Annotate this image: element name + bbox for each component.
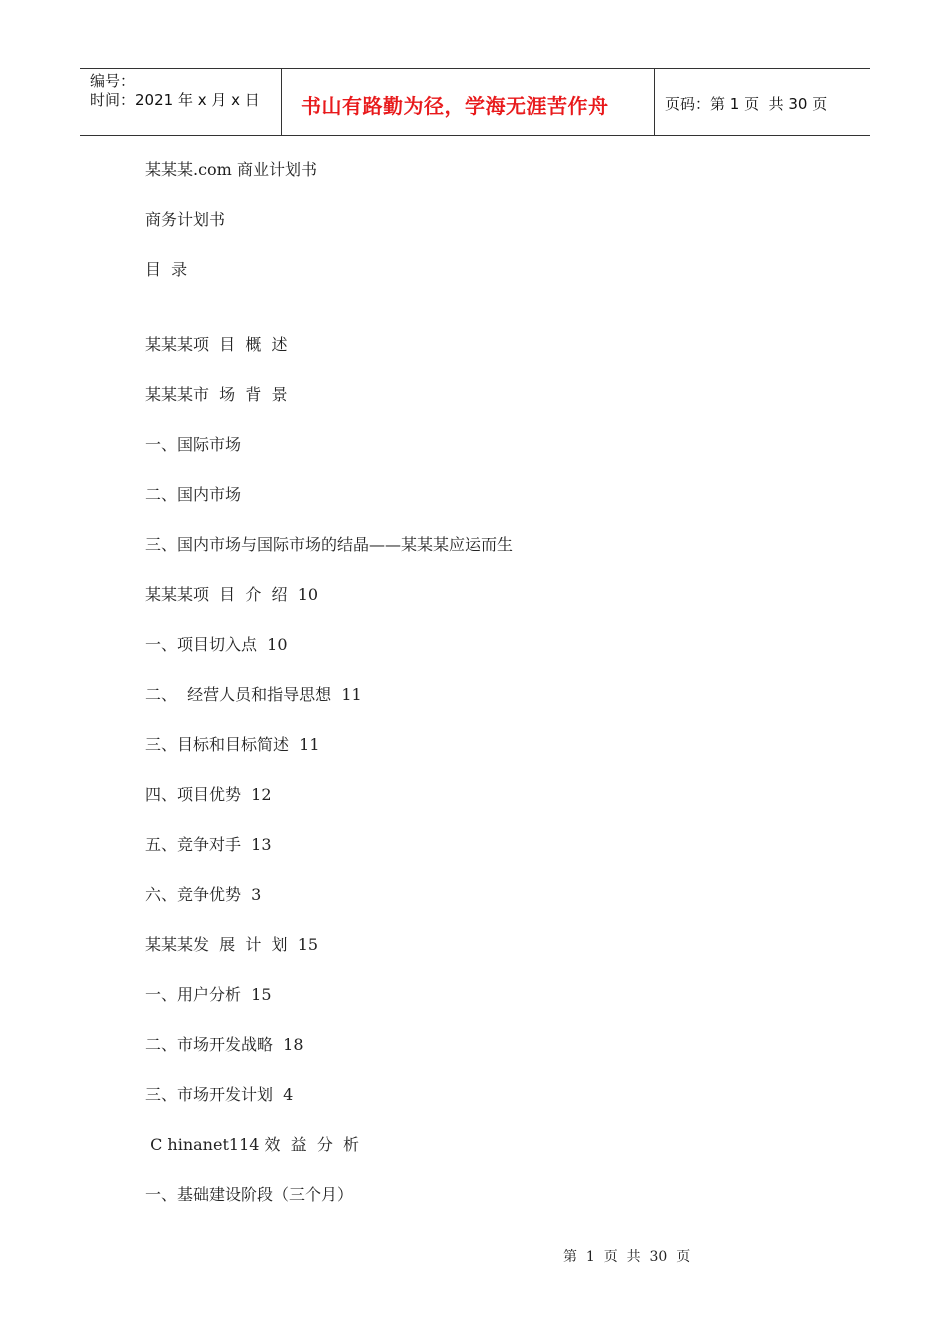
header-page-info: 页码：第 1 页 共 30 页 [665,94,828,113]
document-subtitle: 商务计划书 [145,210,226,229]
document-number-label: 编号： [90,72,136,90]
toc-entry: 六、竞争优势 3 [145,885,262,904]
toc-entry: 一、项目切入点 10 [145,635,288,654]
toc-entry: 二、国内市场 [145,485,242,504]
toc-entry: 一、基础建设阶段（三个月） [145,1185,354,1204]
toc-entry: 某某某发 展 计 划 15 [145,935,319,954]
toc-entry: 二、市场开发战略 18 [145,1035,304,1054]
footer-page-number: 第 1 页 共 30 页 [563,1249,691,1265]
toc-entry: 五、竞争对手 13 [145,835,272,854]
toc-entry: 某某某项 目 概 述 [145,335,288,354]
toc-entry: 某某某项 目 介 绍 10 [145,585,319,604]
toc-entry: C hinanet114 效 益 分 析 [145,1135,360,1154]
document-body [145,157,845,1232]
toc-entry: 某某某市 场 背 景 [145,385,288,404]
toc-entry: 四、项目优势 12 [145,785,272,804]
toc-entry: 一、国际市场 [145,435,242,454]
document-date: 时间：2021 年 x 月 x 日 [90,91,260,109]
document-title: 某某某.com 商业计划书 [145,160,317,179]
toc-entry: 一、用户分析 15 [145,985,272,1004]
header-motto-cell [282,69,655,135]
toc-entry: 三、国内市场与国际市场的结晶——某某某应运而生 [145,535,514,554]
toc-entry: 二、 经营人员和指导思想 11 [145,685,362,704]
toc-entry: 三、目标和目标简述 11 [145,735,320,754]
page-header [80,68,870,136]
header-motto: 书山有路勤为径，学海无涯苦作舟 [301,93,609,118]
toc-entry: 三、市场开发计划 4 [145,1085,294,1104]
toc-heading: 目 录 [145,260,188,279]
header-meta [80,69,282,135]
